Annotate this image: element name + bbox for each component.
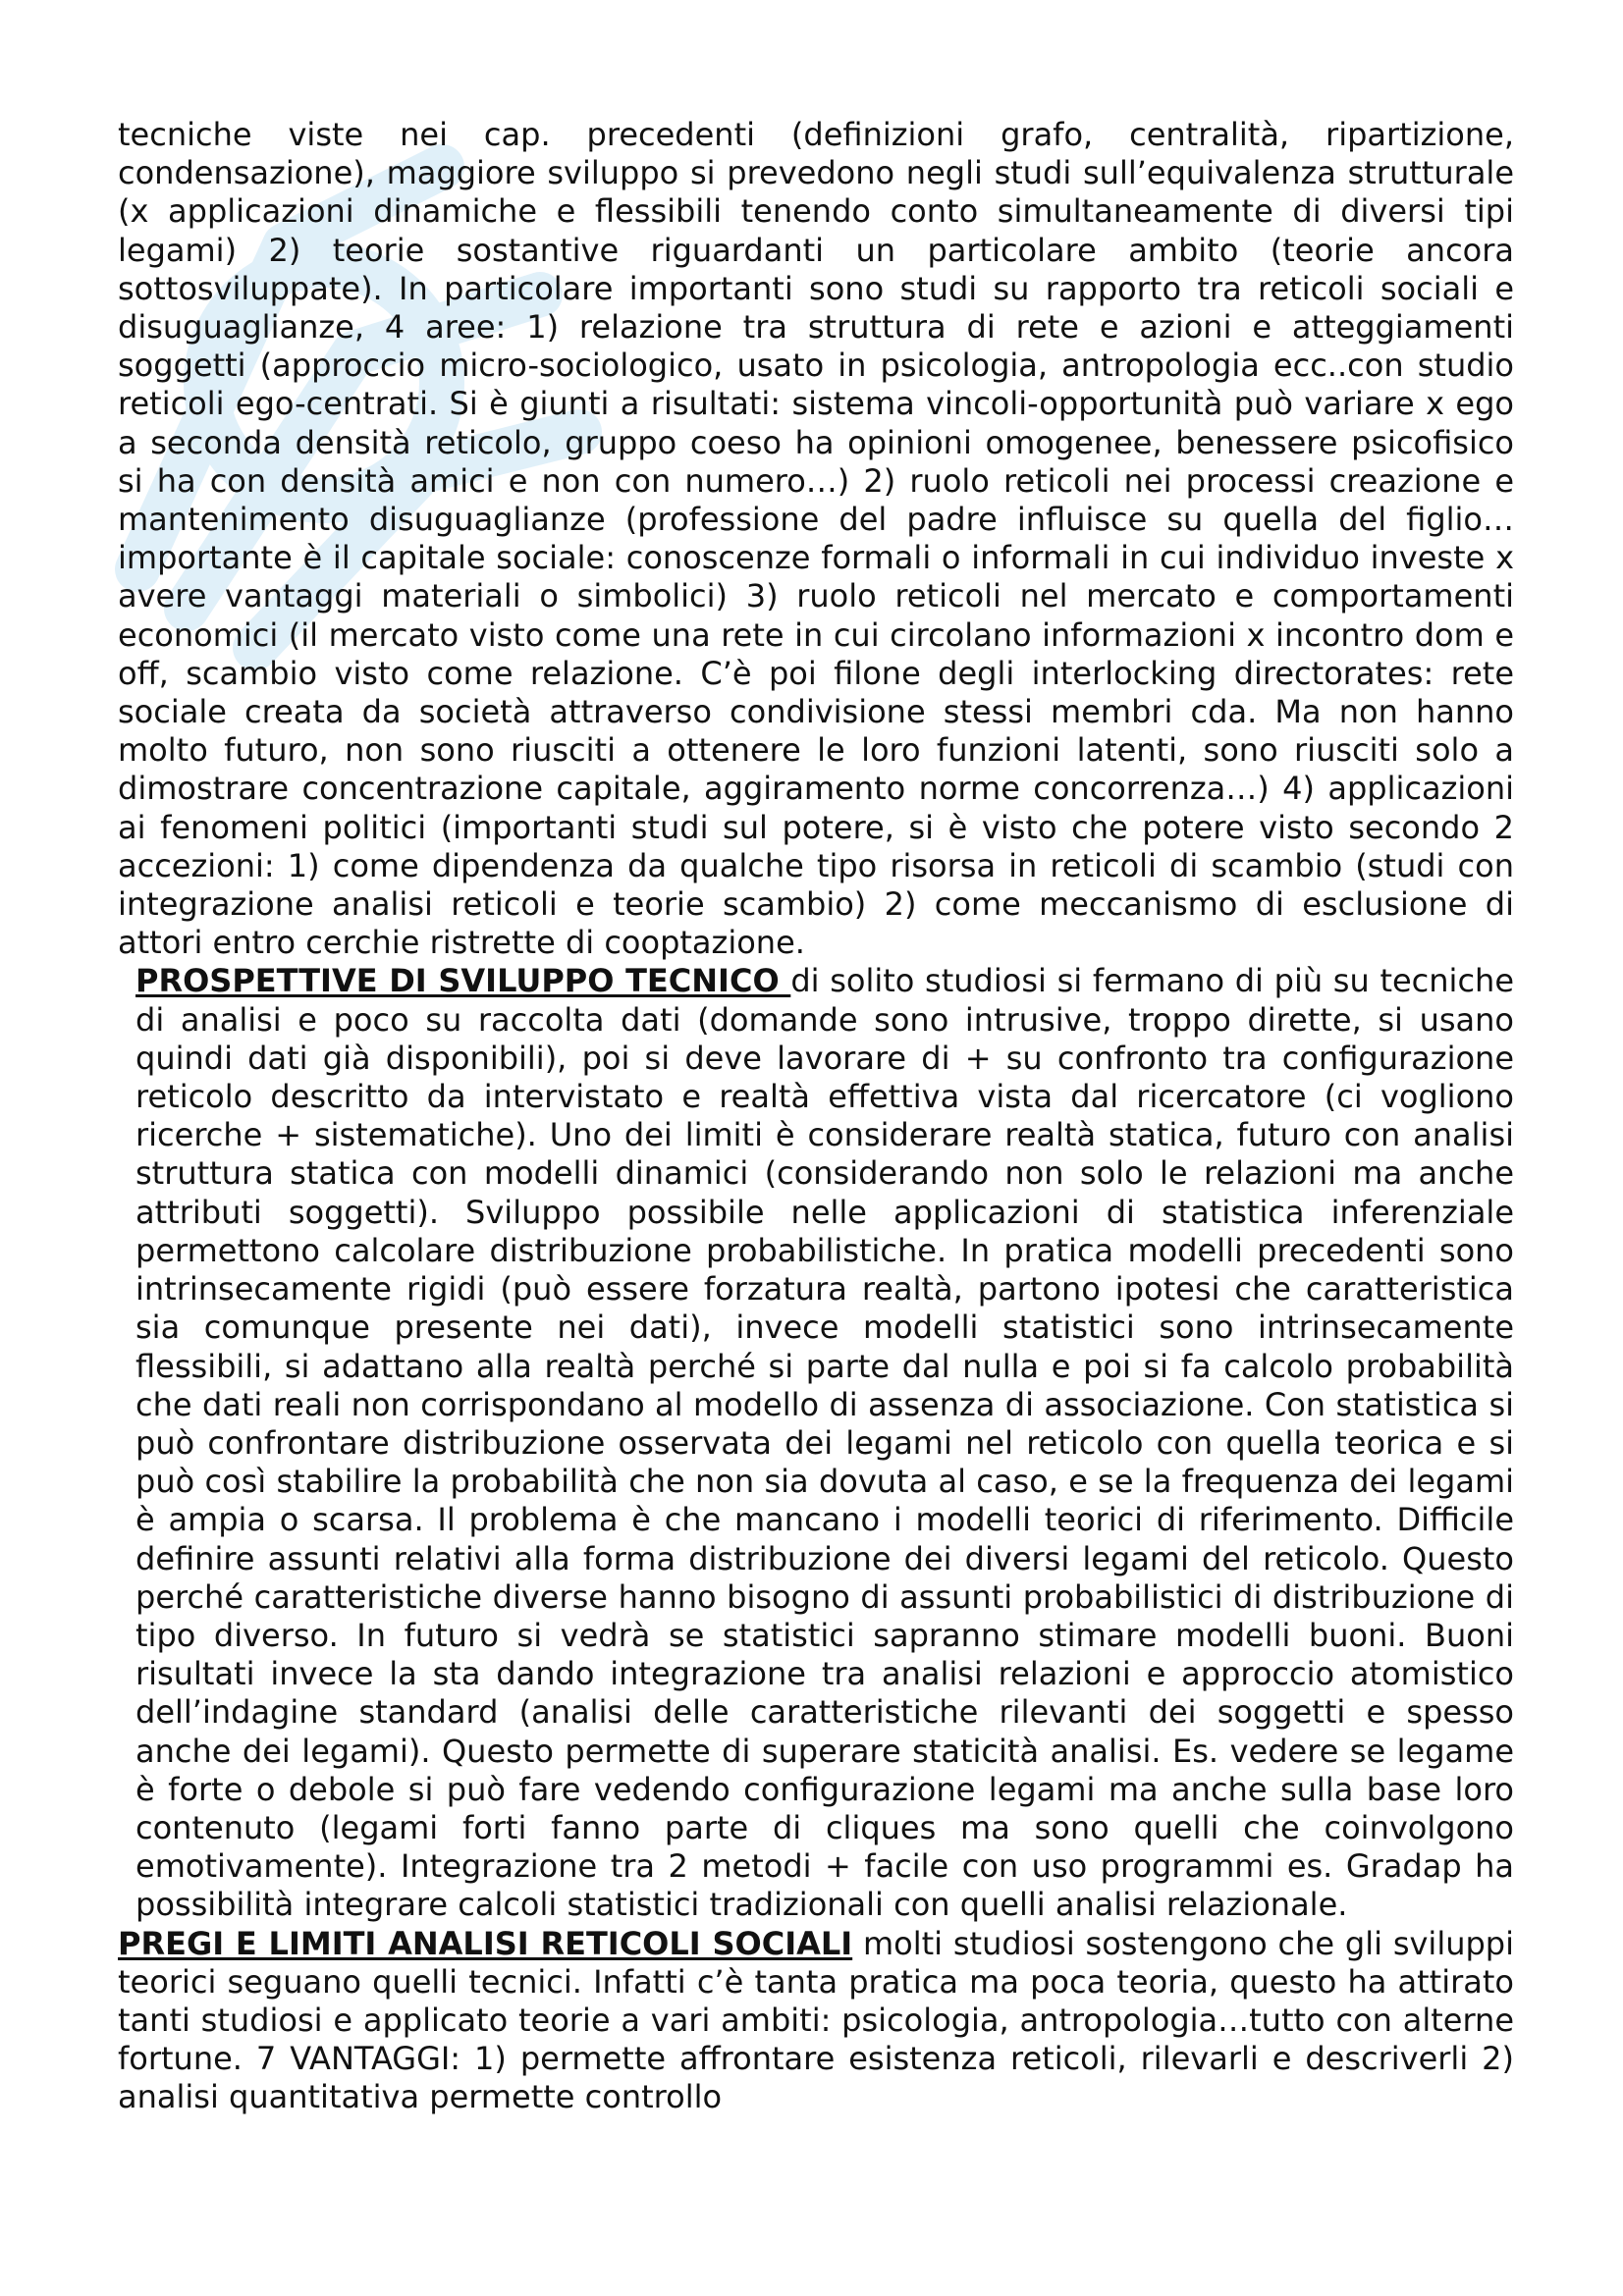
paragraph-sviluppo-tecnico-text: di solito studiosi si fermano di più su tecniche di analisi e poco su raccolta dati (domande sono intrusive, troppo dirette, si usano quindi dati già disponibili), poi si deve lavorare di + su confronto tra configurazione reticolo descritto da intervistato e realtà effettiva vista dal ricercatore (ci vogliono ricerche + sistematiche). Uno dei limiti è considerare realtà statica, futuro con analisi struttura statica con modelli dinamici (considerando non solo le relazioni ma anche attributi soggetti). Sviluppo possibile nelle applicazioni di statistica inferenziale permettono calcolare distribuzione probabilistiche. In pratica modelli precedenti sono intrinsecamente rigidi (può essere forzatura realtà, partono ipotesi che caratteristica sia comunque presente nei dati), invece modelli statistici sono intrinsecamente flessibili, si adattano alla realtà perché si parte dal nulla e poi si fa calcolo probabilità che dati reali non corrispondano al modello di assenza di associazione. Con statistica si può confrontare distribuzione osservata dei legami nel reticolo con quella teorica e si può così stabilire la probabilità che non sia dovuta al caso, e se la frequenza dei legami è ampia o scarsa. Il problema è che mancano i modelli teorici di riferimento. Difficile definire assunti relativi alla forma distribuzione dei diversi legami del reticolo. Questo perché caratteristiche diverse hanno bisogno di assunti probabilistici di distribuzione di tipo diverso. In futuro si vedrà se statistici sapranno stimare modelli buoni. Buoni risultati invece la sta dando integrazione tra analisi relazioni e approccio atomistico dell’indagine standard (analisi delle caratteristiche rilevanti dei soggetti e spesso anche dei legami). Questo permette di superare staticità analisi. Es. vedere se legame è forte o debole si può fare vedendo configurazione legami ma anche sulla base loro contenuto (legami forti fanno parte di cliques ma sono quelli che coinvolgono emotivamente). Integrazione tra 2 metodi + facile con uso programmi es. Gradap ha possibilità integrare calcoli statistici tradizionali con quelli analisi relazionale. xyxy=(135,962,1515,1924)
document-body xyxy=(118,116,1514,2117)
paragraph-pregi-limiti xyxy=(118,1925,1514,2117)
heading-pregi-limiti: PREGI E LIMITI ANALISI RETICOLI SOCIALI xyxy=(118,1924,853,1962)
heading-prospettive-sviluppo-tecnico: PROSPETTIVE DI SVILUPPO TECNICO xyxy=(135,962,791,1000)
paragraph-sviluppo-tecnico xyxy=(118,962,1514,1924)
paragraph-intro: tecniche viste nei cap. precedenti (definizioni grafo, centralità, ripartizione, condensazione), maggiore sviluppo si prevedono negli studi sull’equivalenza strutturale (x applicazioni dinamiche e flessibili tenendo conto simultaneamente di diversi tipi legami) 2) teorie sostantive riguardanti un particolare ambito (teorie ancora sottosviluppate). In particolare importanti sono studi su rapporto tra reticoli sociali e disuguaglianze, 4 aree: 1) relazione tra struttura di rete e azioni e atteggiamenti soggetti (approccio micro-sociologico, usato in psicologia, antropologia ecc..con studio reticoli ego-centrati. Si è giunti a risultati: sistema vincoli-opportunità può variare x ego a seconda densità reticolo, gruppo coeso ha opinioni omogenee, benessere psicofisico si ha con densità amici e non con numero…) 2) ruolo reticoli nei processi creazione e mantenimento disuguaglianze (professione del padre influisce su quella del figlio…importante è il capitale sociale: conoscenze formali o informali in cui individuo investe x avere vantaggi materiali o simbolici) 3) ruolo reticoli nel mercato e comportamenti economici (il mercato visto come una rete in cui circolano informazioni x incontro dom e off, scambio visto come relazione. C’è poi filone degli interlocking directorates: rete sociale creata da società attraverso condivisione stessi membri cda. Ma non hanno molto futuro, non sono riusciti a ottenere le loro funzioni latenti, sono riusciti solo a dimostrare concentrazione capitale, aggiramento norme concorrenza…) 4) applicazioni ai fenomeni politici (importanti studi sul potere, si è visto che potere visto secondo 2 accezioni: 1) come dipendenza da qualche tipo risorsa in reticoli di scambio (studi con integrazione analisi reticoli e teorie scambio) 2) come meccanismo di esclusione di attori entro cerchie ristrette di cooptazione. xyxy=(118,116,1514,962)
paragraph-pregi-limiti-text: molti studiosi sostengono che gli sviluppi teorici seguano quelli tecnici. Infatti c’è tanta pratica ma poca teoria, questo ha attirato tanti studiosi e applicato teorie a vari ambiti: psicologia, antropologia…tutto con alterne fortune. 7 VANTAGGI: 1) permette affrontare esistenza reticoli, rilevarli e descriverli 2) analisi quantitativa permette controllo xyxy=(118,1924,1515,2116)
